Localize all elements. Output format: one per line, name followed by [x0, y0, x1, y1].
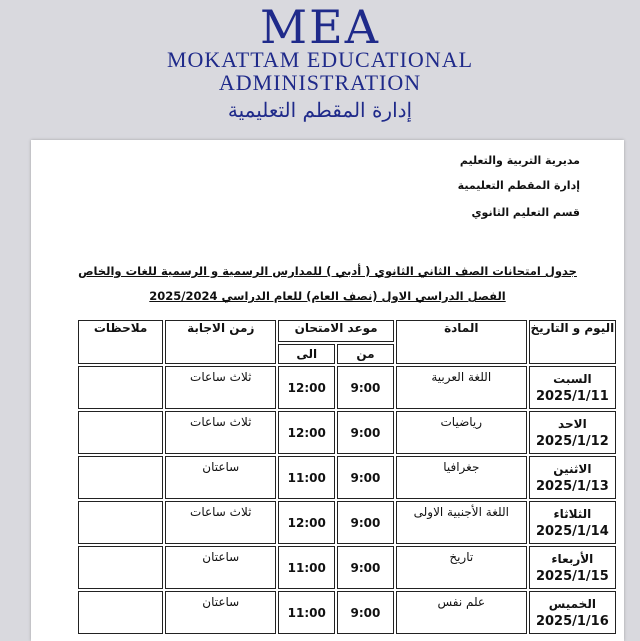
subject-cell: تاريخ: [396, 546, 527, 589]
notes-cell: [78, 591, 163, 634]
notes-cell: [78, 411, 163, 454]
exam-date: 2025/1/11: [535, 388, 609, 404]
subject-cell: اللغة العربية: [396, 366, 527, 409]
subject-cell: اللغة الأجنبية الاولى: [396, 501, 527, 544]
table-row: [78, 501, 616, 544]
brand-arabic: إدارة المقطم التعليمية: [227, 98, 413, 122]
day-date-cell: [529, 546, 616, 589]
duration-cell: ساعتان: [165, 456, 276, 499]
brand-line-1: MOKATTAM EDUCATIONAL: [166, 47, 474, 72]
duration-cell: ساعتان: [165, 546, 276, 589]
duration-cell: ساعتان: [165, 591, 276, 634]
table-row: [78, 546, 616, 589]
day-name: السبت: [553, 371, 592, 386]
notes-cell: [78, 456, 163, 499]
day-name: الاحد: [558, 416, 587, 431]
day-date-cell: [529, 591, 616, 634]
day-date-cell: [529, 366, 616, 409]
dept-secondary: قسم التعليم الثانوي: [471, 206, 580, 219]
duration-cell: ثلاث ساعات: [165, 366, 276, 409]
time-from-cell: 9:00: [337, 411, 394, 454]
time-to-cell: 12:00: [278, 411, 335, 454]
duration-cell: ثلاث ساعات: [165, 501, 276, 544]
time-from-cell: 9:00: [337, 591, 394, 634]
table-row: [78, 456, 616, 499]
day-name: الاثنين: [553, 461, 592, 476]
exam-date: 2025/1/12: [535, 433, 609, 449]
time-to-cell: 11:00: [278, 591, 335, 634]
notes-cell: [78, 501, 163, 544]
time-to-cell: 11:00: [278, 456, 335, 499]
dept-administration: إدارة المقطم التعليمية: [457, 179, 580, 192]
header-exam-time: موعد الامتحان: [278, 320, 393, 342]
subject-cell: جغرافيا: [396, 456, 527, 499]
exam-schedule-table: [76, 318, 618, 636]
exam-date: 2025/1/13: [535, 478, 609, 494]
time-from-cell: 9:00: [337, 501, 394, 544]
table-row: [78, 411, 616, 454]
header-to: الى: [278, 344, 335, 364]
subject-cell: علم نفس: [396, 591, 527, 634]
header-day-date: اليوم و التاريخ: [529, 320, 616, 364]
logo-mark: MEA: [260, 0, 380, 54]
document-title: جدول امتحانات الصف الثاني الثانوي ( أدبي ) للمدارس الرسمية و الرسمية للغات والخاص: [78, 264, 577, 278]
notes-cell: [78, 546, 163, 589]
document-paper: [31, 140, 624, 641]
document-subtitle: الفصل الدراسي الاول (نصف العام) للعام الدراسي 2025/2024: [149, 289, 506, 303]
subject-cell: رياضيات: [396, 411, 527, 454]
day-date-cell: [529, 456, 616, 499]
duration-cell: ثلاث ساعات: [165, 411, 276, 454]
time-from-cell: 9:00: [337, 366, 394, 409]
day-name: الخميس: [548, 596, 596, 611]
day-date-cell: [529, 411, 616, 454]
exam-date: 2025/1/16: [535, 613, 609, 629]
header-from: من: [337, 344, 394, 364]
day-date-cell: [529, 501, 616, 544]
header-notes: ملاحظات: [78, 320, 163, 364]
dept-directorate: مديرية التربية والتعليم: [459, 154, 580, 167]
exam-date: 2025/1/14: [535, 523, 609, 539]
exam-date: 2025/1/15: [535, 568, 609, 584]
time-to-cell: 12:00: [278, 501, 335, 544]
header-banner: [0, 0, 640, 140]
brand-line-2: ADMINISTRATION: [218, 70, 422, 95]
time-to-cell: 12:00: [278, 366, 335, 409]
time-from-cell: 9:00: [337, 456, 394, 499]
time-from-cell: 9:00: [337, 546, 394, 589]
day-name: الأربعاء: [551, 551, 594, 566]
day-name: الثلاثاء: [553, 506, 592, 521]
time-to-cell: 11:00: [278, 546, 335, 589]
notes-cell: [78, 366, 163, 409]
header-duration: زمن الاجابة: [165, 320, 276, 364]
table-row: [78, 366, 616, 409]
table-row: [78, 591, 616, 634]
header-subject: المادة: [396, 320, 527, 364]
